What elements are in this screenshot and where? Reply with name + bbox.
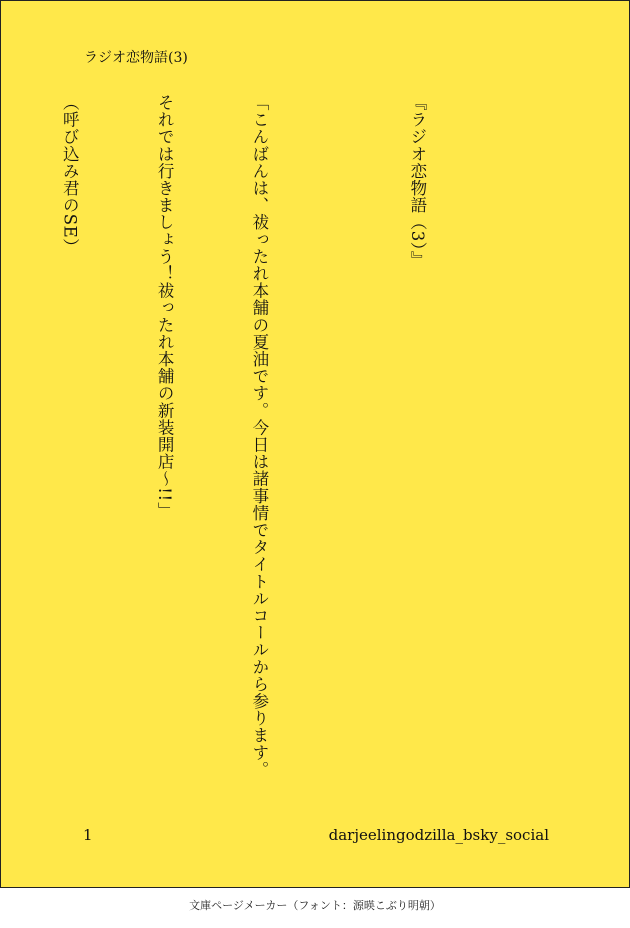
page-number: 1 xyxy=(83,826,93,844)
title-line: 『ラジオ恋物語（3）』 xyxy=(407,94,427,268)
running-title: ラジオ恋物語(3) xyxy=(84,50,188,66)
author-handle: darjeelingodzilla_bsky_social xyxy=(328,826,549,844)
text-column: それでは行きましょう！祓ったれ本舗の新装開店〜!!」 xyxy=(155,94,175,519)
generator-caption: 文庫ページメーカー（フォント：源暎こぶり明朝） xyxy=(189,899,441,912)
vertical-body-text xyxy=(0,94,496,784)
text-column: （呼び込み君のSE） xyxy=(60,94,80,256)
text-column: 「こんばんは、祓ったれ本舗の夏油です。今日は諸事情でタイトルコールから参ります。 xyxy=(249,94,269,778)
